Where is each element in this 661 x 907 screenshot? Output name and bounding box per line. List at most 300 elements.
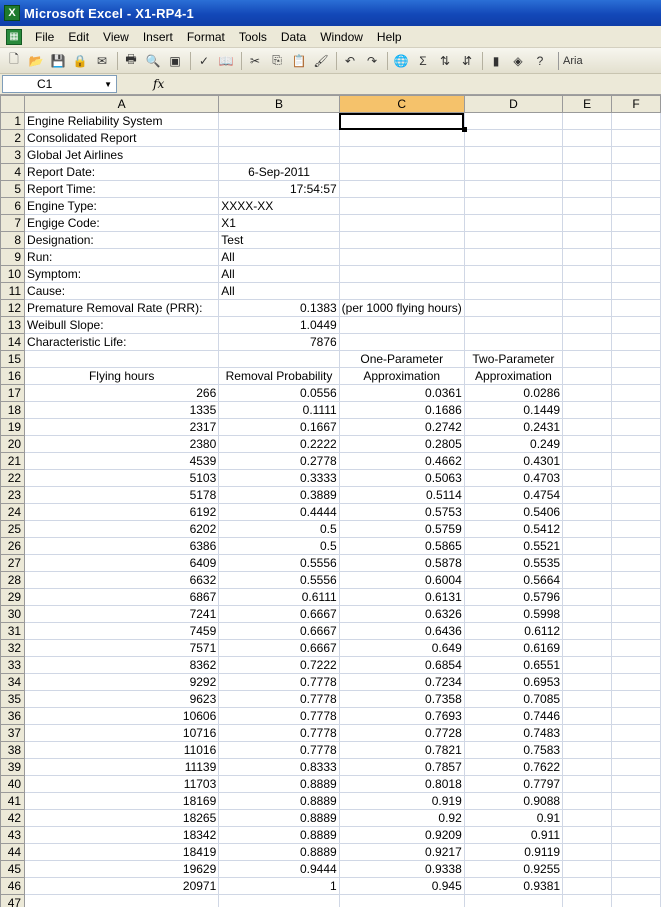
cell-e44[interactable] — [563, 844, 612, 861]
cell-e35[interactable] — [563, 691, 612, 708]
cell-d29[interactable]: 0.5796 — [464, 589, 562, 606]
cell-b2[interactable] — [219, 130, 339, 147]
cell-c19[interactable]: 0.2742 — [339, 419, 464, 436]
row-header[interactable]: 47 — [1, 895, 25, 907]
fx-icon[interactable]: fx — [153, 77, 165, 91]
cell-c4[interactable] — [339, 164, 464, 181]
cell-f24[interactable] — [612, 504, 661, 521]
hyperlink-icon[interactable]: 🌐 — [393, 53, 409, 68]
cell-b5[interactable]: 17:54:57 — [219, 181, 339, 198]
cell-f2[interactable] — [612, 130, 661, 147]
cell-b29[interactable]: 0.6111 — [219, 589, 339, 606]
sort-ascending-icon[interactable]: ⇅ — [439, 53, 451, 68]
cell-f23[interactable] — [612, 487, 661, 504]
autosum-icon[interactable]: Σ — [419, 53, 427, 68]
cell-a7[interactable]: Engige Code: — [25, 215, 219, 232]
cell-f29[interactable] — [612, 589, 661, 606]
cell-f11[interactable] — [612, 283, 661, 300]
cell-e27[interactable] — [563, 555, 612, 572]
cell-a29[interactable]: 6867 — [25, 589, 219, 606]
cell-a39[interactable]: 11139 — [25, 759, 219, 776]
cell-d39[interactable]: 0.7622 — [464, 759, 562, 776]
cell-f14[interactable] — [612, 334, 661, 351]
cell-f28[interactable] — [612, 572, 661, 589]
cell-d2[interactable] — [464, 130, 562, 147]
cell-d20[interactable]: 0.249 — [464, 436, 562, 453]
menu-help[interactable]: Help — [376, 29, 402, 44]
cell-d1[interactable] — [464, 113, 562, 130]
row-header[interactable]: 14 — [1, 334, 25, 351]
cell-a33[interactable]: 8362 — [25, 657, 219, 674]
row-header[interactable]: 18 — [1, 402, 25, 419]
cell-a17[interactable]: 266 — [25, 385, 219, 402]
cell-a35[interactable]: 9623 — [25, 691, 219, 708]
cell-b26[interactable]: 0.5 — [219, 538, 339, 555]
cell-d17[interactable]: 0.0286 — [464, 385, 562, 402]
cell-f22[interactable] — [612, 470, 661, 487]
cell-a2[interactable]: Consolidated Report — [25, 130, 219, 147]
cell-f39[interactable] — [612, 759, 661, 776]
cell-a36[interactable]: 10606 — [25, 708, 219, 725]
cell-a23[interactable]: 5178 — [25, 487, 219, 504]
cell-d6[interactable] — [464, 198, 562, 215]
cell-f20[interactable] — [612, 436, 661, 453]
cell-e15[interactable] — [563, 351, 612, 368]
column-header-a[interactable]: A — [25, 96, 219, 113]
cell-f34[interactable] — [612, 674, 661, 691]
cell-b32[interactable]: 0.6667 — [219, 640, 339, 657]
cell-a10[interactable]: Symptom: — [25, 266, 219, 283]
cell-c35[interactable]: 0.7358 — [339, 691, 464, 708]
cell-a42[interactable]: 18265 — [25, 810, 219, 827]
name-box[interactable] — [2, 75, 117, 93]
cell-c34[interactable]: 0.7234 — [339, 674, 464, 691]
cell-d31[interactable]: 0.6112 — [464, 623, 562, 640]
cell-a26[interactable]: 6386 — [25, 538, 219, 555]
cell-c36[interactable]: 0.7693 — [339, 708, 464, 725]
menu-edit[interactable]: Edit — [68, 29, 90, 44]
cell-d42[interactable]: 0.91 — [464, 810, 562, 827]
cell-b41[interactable]: 0.8889 — [219, 793, 339, 810]
cell-e2[interactable] — [563, 130, 612, 147]
pdf-icon[interactable]: ▣ — [169, 53, 181, 68]
cell-f31[interactable] — [612, 623, 661, 640]
cell-d47[interactable] — [464, 895, 562, 907]
cell-b8[interactable]: Test — [219, 232, 339, 249]
row-header[interactable]: 46 — [1, 878, 25, 895]
cell-b11[interactable]: All — [219, 283, 339, 300]
cell-c31[interactable]: 0.6436 — [339, 623, 464, 640]
cell-f44[interactable] — [612, 844, 661, 861]
cell-b33[interactable]: 0.7222 — [219, 657, 339, 674]
cell-f6[interactable] — [612, 198, 661, 215]
cell-a40[interactable]: 11703 — [25, 776, 219, 793]
cell-e33[interactable] — [563, 657, 612, 674]
cell-c7[interactable] — [339, 215, 464, 232]
row-header[interactable]: 41 — [1, 793, 25, 810]
cell-e3[interactable] — [563, 147, 612, 164]
cell-b27[interactable]: 0.5556 — [219, 555, 339, 572]
menu-data[interactable]: Data — [280, 29, 307, 44]
cell-c25[interactable]: 0.5759 — [339, 521, 464, 538]
cell-f16[interactable] — [612, 368, 661, 385]
cell-c18[interactable]: 0.1686 — [339, 402, 464, 419]
cell-e9[interactable] — [563, 249, 612, 266]
cell-c27[interactable]: 0.5878 — [339, 555, 464, 572]
column-header-c[interactable]: C — [339, 96, 464, 113]
cell-c29[interactable]: 0.6131 — [339, 589, 464, 606]
cell-a41[interactable]: 18169 — [25, 793, 219, 810]
cell-d11[interactable] — [464, 283, 562, 300]
cell-a31[interactable]: 7459 — [25, 623, 219, 640]
format-painter-icon[interactable]: 🖌 — [313, 53, 329, 68]
cell-d27[interactable]: 0.5535 — [464, 555, 562, 572]
row-header[interactable]: 43 — [1, 827, 25, 844]
cell-e21[interactable] — [563, 453, 612, 470]
drawing-icon[interactable]: ◈ — [513, 53, 523, 68]
row-header[interactable]: 34 — [1, 674, 25, 691]
cell-b30[interactable]: 0.6667 — [219, 606, 339, 623]
cell-f27[interactable] — [612, 555, 661, 572]
cell-a22[interactable]: 5103 — [25, 470, 219, 487]
cell-a21[interactable]: 4539 — [25, 453, 219, 470]
cell-d44[interactable]: 0.9119 — [464, 844, 562, 861]
cell-d28[interactable]: 0.5664 — [464, 572, 562, 589]
row-header[interactable]: 38 — [1, 742, 25, 759]
cell-d15[interactable]: Two-Parameter — [464, 351, 562, 368]
cell-b28[interactable]: 0.5556 — [219, 572, 339, 589]
row-header[interactable]: 5 — [1, 181, 25, 198]
undo-icon[interactable]: ↶ — [344, 53, 356, 68]
cell-a45[interactable]: 19629 — [25, 861, 219, 878]
row-header[interactable]: 35 — [1, 691, 25, 708]
cell-d41[interactable]: 0.9088 — [464, 793, 562, 810]
column-header-f[interactable]: F — [612, 96, 661, 113]
row-header[interactable]: 27 — [1, 555, 25, 572]
cell-c5[interactable] — [339, 181, 464, 198]
cell-c24[interactable]: 0.5753 — [339, 504, 464, 521]
row-header[interactable]: 36 — [1, 708, 25, 725]
row-header[interactable]: 19 — [1, 419, 25, 436]
row-header[interactable]: 6 — [1, 198, 25, 215]
chevron-down-icon[interactable]: ▼ — [104, 79, 112, 89]
cell-c2[interactable] — [339, 130, 464, 147]
cell-e43[interactable] — [563, 827, 612, 844]
cell-b4[interactable]: 6-Sep-2011 — [219, 164, 339, 181]
cell-b45[interactable]: 0.9444 — [219, 861, 339, 878]
cell-a27[interactable]: 6409 — [25, 555, 219, 572]
cell-c45[interactable]: 0.9338 — [339, 861, 464, 878]
print-preview-icon[interactable]: 🔍 — [145, 53, 161, 68]
cell-a4[interactable]: Report Date: — [25, 164, 219, 181]
row-header[interactable]: 37 — [1, 725, 25, 742]
row-header[interactable]: 11 — [1, 283, 25, 300]
cell-f30[interactable] — [612, 606, 661, 623]
cell-e36[interactable] — [563, 708, 612, 725]
workbook-icon[interactable]: ▦ — [6, 29, 22, 45]
cell-f40[interactable] — [612, 776, 661, 793]
cell-f32[interactable] — [612, 640, 661, 657]
cell-e47[interactable] — [563, 895, 612, 907]
cell-d36[interactable]: 0.7446 — [464, 708, 562, 725]
cell-e18[interactable] — [563, 402, 612, 419]
cell-c22[interactable]: 0.5063 — [339, 470, 464, 487]
row-header[interactable]: 24 — [1, 504, 25, 521]
cell-f26[interactable] — [612, 538, 661, 555]
menu-file[interactable]: File — [35, 29, 55, 44]
cell-c21[interactable]: 0.4662 — [339, 453, 464, 470]
cell-b39[interactable]: 0.8333 — [219, 759, 339, 776]
cell-a5[interactable]: Report Time: — [25, 181, 219, 198]
cell-d12[interactable] — [464, 300, 562, 317]
cell-c10[interactable] — [339, 266, 464, 283]
cell-a14[interactable]: Characteristic Life: — [25, 334, 219, 351]
cell-e7[interactable] — [563, 215, 612, 232]
row-header[interactable]: 40 — [1, 776, 25, 793]
cell-f3[interactable] — [612, 147, 661, 164]
cell-c37[interactable]: 0.7728 — [339, 725, 464, 742]
row-header[interactable]: 1 — [1, 113, 25, 130]
cell-e14[interactable] — [563, 334, 612, 351]
cell-c23[interactable]: 0.5114 — [339, 487, 464, 504]
cell-b35[interactable]: 0.7778 — [219, 691, 339, 708]
cell-d45[interactable]: 0.9255 — [464, 861, 562, 878]
cell-b31[interactable]: 0.6667 — [219, 623, 339, 640]
cell-e29[interactable] — [563, 589, 612, 606]
cell-e10[interactable] — [563, 266, 612, 283]
cell-d9[interactable] — [464, 249, 562, 266]
cell-a15[interactable] — [25, 351, 219, 368]
cell-c47[interactable] — [339, 895, 464, 907]
menu-window[interactable]: Window — [320, 29, 363, 44]
cell-f45[interactable] — [612, 861, 661, 878]
cell-e41[interactable] — [563, 793, 612, 810]
cell-c40[interactable]: 0.8018 — [339, 776, 464, 793]
cell-e12[interactable] — [563, 300, 612, 317]
cell-d3[interactable] — [464, 147, 562, 164]
row-header[interactable]: 42 — [1, 810, 25, 827]
cell-c41[interactable]: 0.919 — [339, 793, 464, 810]
cell-d24[interactable]: 0.5406 — [464, 504, 562, 521]
cell-b47[interactable] — [219, 895, 339, 907]
column-header-e[interactable]: E — [563, 96, 612, 113]
cell-f17[interactable] — [612, 385, 661, 402]
cell-b24[interactable]: 0.4444 — [219, 504, 339, 521]
cell-b13[interactable]: 1.0449 — [219, 317, 339, 334]
cell-d10[interactable] — [464, 266, 562, 283]
cell-e28[interactable] — [563, 572, 612, 589]
sort-descending-icon[interactable]: ⇵ — [461, 53, 473, 68]
cell-d40[interactable]: 0.7797 — [464, 776, 562, 793]
row-header[interactable]: 4 — [1, 164, 25, 181]
cell-b1[interactable] — [219, 113, 339, 130]
cell-a13[interactable]: Weibull Slope: — [25, 317, 219, 334]
cell-a1[interactable]: Engine Reliability System — [25, 113, 219, 130]
cell-b42[interactable]: 0.8889 — [219, 810, 339, 827]
cell-e38[interactable] — [563, 742, 612, 759]
cell-d26[interactable]: 0.5521 — [464, 538, 562, 555]
cell-a8[interactable]: Designation: — [25, 232, 219, 249]
menu-tools[interactable]: Tools — [238, 29, 267, 44]
cell-f47[interactable] — [612, 895, 661, 907]
cell-d21[interactable]: 0.4301 — [464, 453, 562, 470]
cell-b17[interactable]: 0.0556 — [219, 385, 339, 402]
cut-icon[interactable]: ✂ — [249, 53, 261, 68]
cell-b34[interactable]: 0.7778 — [219, 674, 339, 691]
row-header[interactable]: 10 — [1, 266, 25, 283]
row-header[interactable]: 16 — [1, 368, 25, 385]
cell-c6[interactable] — [339, 198, 464, 215]
cell-d30[interactable]: 0.5998 — [464, 606, 562, 623]
cell-c33[interactable]: 0.6854 — [339, 657, 464, 674]
cell-d14[interactable] — [464, 334, 562, 351]
cell-c1[interactable] — [339, 113, 464, 130]
cell-c15[interactable]: One-Parameter — [339, 351, 464, 368]
cell-e24[interactable] — [563, 504, 612, 521]
cell-e31[interactable] — [563, 623, 612, 640]
row-header[interactable]: 28 — [1, 572, 25, 589]
cell-a38[interactable]: 11016 — [25, 742, 219, 759]
cell-a34[interactable]: 9292 — [25, 674, 219, 691]
cell-a16[interactable]: Flying hours — [25, 368, 219, 385]
cell-a46[interactable]: 20971 — [25, 878, 219, 895]
cell-d32[interactable]: 0.6169 — [464, 640, 562, 657]
cell-c28[interactable]: 0.6004 — [339, 572, 464, 589]
cell-b25[interactable]: 0.5 — [219, 521, 339, 538]
row-header[interactable]: 12 — [1, 300, 25, 317]
cell-b6[interactable]: XXXX-XX — [219, 198, 339, 215]
cell-e23[interactable] — [563, 487, 612, 504]
cell-b46[interactable]: 1 — [219, 878, 339, 895]
cell-c11[interactable] — [339, 283, 464, 300]
cell-a11[interactable]: Cause: — [25, 283, 219, 300]
copy-icon[interactable]: ⎘ — [272, 53, 282, 67]
cell-d22[interactable]: 0.4703 — [464, 470, 562, 487]
cell-e30[interactable] — [563, 606, 612, 623]
cell-c20[interactable]: 0.2805 — [339, 436, 464, 453]
cell-a18[interactable]: 1335 — [25, 402, 219, 419]
cell-e46[interactable] — [563, 878, 612, 895]
cell-a12[interactable]: Premature Removal Rate (PRR): — [25, 300, 219, 317]
cell-c9[interactable] — [339, 249, 464, 266]
paste-icon[interactable]: 📋 — [291, 53, 307, 68]
cell-f41[interactable] — [612, 793, 661, 810]
cell-f19[interactable] — [612, 419, 661, 436]
cell-e45[interactable] — [563, 861, 612, 878]
cell-d33[interactable]: 0.6551 — [464, 657, 562, 674]
cell-e26[interactable] — [563, 538, 612, 555]
chart-wizard-icon[interactable]: ▮ — [492, 53, 500, 68]
cell-e32[interactable] — [563, 640, 612, 657]
cell-e42[interactable] — [563, 810, 612, 827]
cell-e34[interactable] — [563, 674, 612, 691]
cell-c44[interactable]: 0.9217 — [339, 844, 464, 861]
cell-d19[interactable]: 0.2431 — [464, 419, 562, 436]
row-header[interactable]: 32 — [1, 640, 25, 657]
row-header[interactable]: 33 — [1, 657, 25, 674]
row-header[interactable]: 21 — [1, 453, 25, 470]
cell-e17[interactable] — [563, 385, 612, 402]
cell-e6[interactable] — [563, 198, 612, 215]
new-icon[interactable]: 🗋 — [9, 52, 19, 66]
cell-f1[interactable] — [612, 113, 661, 130]
cell-f12[interactable] — [612, 300, 661, 317]
row-header[interactable]: 31 — [1, 623, 25, 640]
cell-b14[interactable]: 7876 — [219, 334, 339, 351]
cell-b15[interactable] — [219, 351, 339, 368]
cell-f5[interactable] — [612, 181, 661, 198]
cell-c46[interactable]: 0.945 — [339, 878, 464, 895]
cell-e11[interactable] — [563, 283, 612, 300]
row-header[interactable]: 45 — [1, 861, 25, 878]
redo-icon[interactable]: ↷ — [366, 53, 378, 68]
cell-d5[interactable] — [464, 181, 562, 198]
cell-a24[interactable]: 6192 — [25, 504, 219, 521]
cell-f33[interactable] — [612, 657, 661, 674]
cell-f15[interactable] — [612, 351, 661, 368]
cell-f42[interactable] — [612, 810, 661, 827]
cell-b20[interactable]: 0.2222 — [219, 436, 339, 453]
cell-f36[interactable] — [612, 708, 661, 725]
cell-e13[interactable] — [563, 317, 612, 334]
column-header-d[interactable]: D — [464, 96, 562, 113]
cell-a30[interactable]: 7241 — [25, 606, 219, 623]
cell-a44[interactable]: 18419 — [25, 844, 219, 861]
cell-a20[interactable]: 2380 — [25, 436, 219, 453]
row-header[interactable]: 29 — [1, 589, 25, 606]
cell-d34[interactable]: 0.6953 — [464, 674, 562, 691]
row-header[interactable]: 7 — [1, 215, 25, 232]
cell-f43[interactable] — [612, 827, 661, 844]
cell-a37[interactable]: 10716 — [25, 725, 219, 742]
cell-e5[interactable] — [563, 181, 612, 198]
cell-e8[interactable] — [563, 232, 612, 249]
column-header-b[interactable]: B — [219, 96, 339, 113]
cell-e40[interactable] — [563, 776, 612, 793]
row-header[interactable]: 22 — [1, 470, 25, 487]
cell-f7[interactable] — [612, 215, 661, 232]
cell-d46[interactable]: 0.9381 — [464, 878, 562, 895]
cell-e25[interactable] — [563, 521, 612, 538]
font-name-box[interactable]: Aria — [558, 52, 583, 70]
menu-view[interactable]: View — [103, 29, 129, 44]
row-header[interactable]: 44 — [1, 844, 25, 861]
cell-f37[interactable] — [612, 725, 661, 742]
cell-f13[interactable] — [612, 317, 661, 334]
row-header[interactable]: 23 — [1, 487, 25, 504]
cell-b37[interactable]: 0.7778 — [219, 725, 339, 742]
menu-format[interactable]: Format — [186, 29, 225, 44]
cell-a28[interactable]: 6632 — [25, 572, 219, 589]
row-header[interactable]: 13 — [1, 317, 25, 334]
save-icon[interactable]: 💾 — [50, 53, 66, 68]
cell-d25[interactable]: 0.5412 — [464, 521, 562, 538]
cell-a19[interactable]: 2317 — [25, 419, 219, 436]
cell-e1[interactable] — [563, 113, 612, 130]
row-header[interactable]: 3 — [1, 147, 25, 164]
cell-c43[interactable]: 0.9209 — [339, 827, 464, 844]
cell-f8[interactable] — [612, 232, 661, 249]
cell-a6[interactable]: Engine Type: — [25, 198, 219, 215]
cell-d7[interactable] — [464, 215, 562, 232]
cell-a25[interactable]: 6202 — [25, 521, 219, 538]
cell-d16[interactable]: Approximation — [464, 368, 562, 385]
cell-c39[interactable]: 0.7857 — [339, 759, 464, 776]
permission-icon[interactable]: 🔒 — [72, 53, 88, 68]
cell-c42[interactable]: 0.92 — [339, 810, 464, 827]
cell-f38[interactable] — [612, 742, 661, 759]
spelling-icon[interactable]: ✓ — [198, 53, 210, 68]
